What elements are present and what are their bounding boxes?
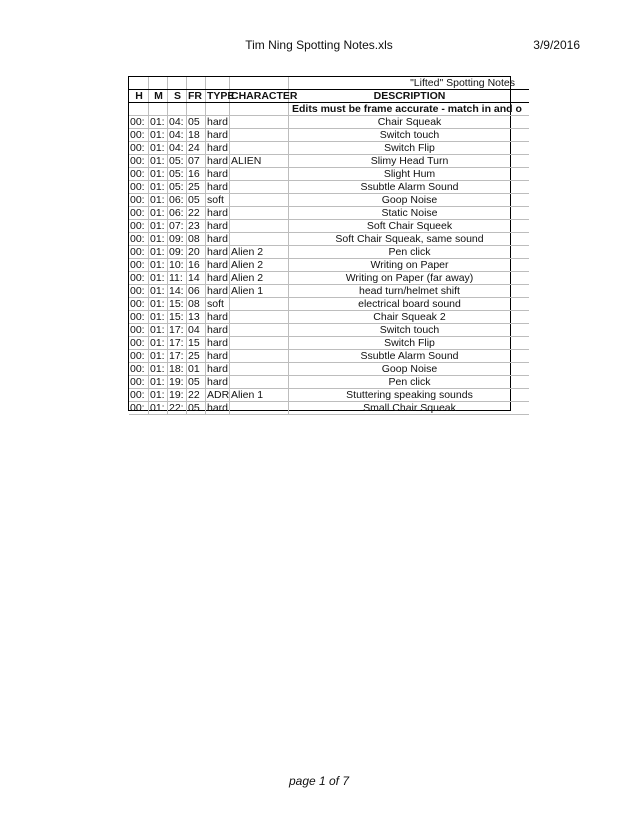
cell-m: 01: bbox=[149, 207, 168, 220]
note-row bbox=[129, 103, 529, 116]
cell-type: soft bbox=[206, 298, 230, 311]
cell-fr: 05 bbox=[187, 376, 206, 389]
cell-type: hard bbox=[207, 207, 229, 219]
cell-type: hard bbox=[207, 350, 229, 362]
table-row bbox=[129, 337, 529, 350]
cell-type: hard bbox=[207, 116, 229, 128]
cell-fr: 01 bbox=[187, 363, 206, 376]
cell-description: Writing on Paper bbox=[289, 259, 530, 272]
cell-description: Switch Flip bbox=[289, 337, 530, 350]
cell-fr: 05 bbox=[187, 402, 206, 415]
cell-description: Chair Squeak bbox=[289, 116, 530, 129]
cell-description: Slight Hum bbox=[289, 168, 530, 181]
header-s: S bbox=[168, 90, 187, 103]
cell-s: 07: bbox=[168, 220, 187, 233]
table-row bbox=[129, 350, 529, 363]
cell-s: 15: bbox=[168, 311, 187, 324]
table-row bbox=[129, 402, 529, 415]
cell-character bbox=[230, 233, 289, 246]
cell-m: 01: bbox=[149, 363, 168, 376]
cell-fr: 25 bbox=[187, 350, 206, 363]
cell-h: 00: bbox=[129, 246, 149, 259]
cell-description: Switch touch bbox=[289, 324, 530, 337]
cell-type: hard bbox=[207, 233, 229, 245]
cell-m: 01: bbox=[149, 142, 168, 155]
cell-s: 04: bbox=[168, 129, 187, 142]
cell-fr: 08 bbox=[187, 233, 206, 246]
cell-type: hard bbox=[207, 285, 229, 297]
document-date: 3/9/2016 bbox=[533, 38, 580, 52]
cell-m: 01: bbox=[149, 129, 168, 142]
cell-fr: 25 bbox=[187, 181, 206, 194]
cell-fr: 04 bbox=[187, 324, 206, 337]
cell-s: 17: bbox=[168, 350, 187, 363]
cell-m: 01: bbox=[149, 298, 168, 311]
cell-character bbox=[230, 363, 289, 376]
cell-h: 00: bbox=[129, 337, 149, 350]
cell-h: 00: bbox=[129, 142, 149, 155]
cell-character bbox=[230, 402, 289, 415]
cell-h: 00: bbox=[129, 259, 149, 272]
table-row bbox=[129, 129, 529, 142]
cell-description: Stuttering speaking sounds bbox=[289, 389, 530, 402]
cell-m: 01: bbox=[149, 220, 168, 233]
cell-character bbox=[230, 350, 289, 363]
cell-s: 09: bbox=[168, 246, 187, 259]
cell-h: 00: bbox=[129, 129, 149, 142]
cell-s: 22: bbox=[168, 402, 187, 415]
sheet-banner: "Lifted" Spotting Notes bbox=[289, 77, 530, 90]
cell-s: 04: bbox=[168, 142, 187, 155]
table-row bbox=[129, 259, 529, 272]
cell-s: 06: bbox=[168, 194, 187, 207]
cell-m: 01: bbox=[149, 285, 168, 298]
cell-m: 01: bbox=[149, 194, 168, 207]
spotting-table bbox=[129, 77, 529, 415]
cell-description: Writing on Paper (far away) bbox=[289, 272, 530, 285]
cell-character bbox=[230, 337, 289, 350]
cell-fr: 22 bbox=[187, 389, 206, 402]
table-row bbox=[129, 324, 529, 337]
table-row bbox=[129, 363, 529, 376]
page-number: page 1 of 7 bbox=[288, 774, 350, 788]
cell-m: 01: bbox=[149, 246, 168, 259]
cell-character: ALIEN bbox=[230, 155, 289, 168]
cell-type: hard bbox=[207, 337, 229, 349]
cell-character bbox=[230, 220, 289, 233]
cell-description: Goop Noise bbox=[289, 194, 530, 207]
cell-m: 01: bbox=[149, 272, 168, 285]
cell-description: Soft Chair Squeak, same sound bbox=[289, 233, 530, 246]
cell-type: hard bbox=[207, 129, 229, 141]
cell-type: hard bbox=[207, 259, 229, 271]
table-row bbox=[129, 233, 529, 246]
banner-row bbox=[129, 77, 529, 90]
cell-fr: 06 bbox=[187, 285, 206, 298]
cell-h: 00: bbox=[129, 298, 149, 311]
cell-description: Pen click bbox=[289, 246, 530, 259]
cell-description: Goop Noise bbox=[289, 363, 530, 376]
cell-h: 00: bbox=[129, 324, 149, 337]
cell-character bbox=[230, 298, 289, 311]
cell-m: 01: bbox=[149, 376, 168, 389]
cell-m: 01: bbox=[149, 116, 168, 129]
table-row bbox=[129, 155, 529, 168]
cell-h: 00: bbox=[129, 220, 149, 233]
cell-character bbox=[230, 181, 289, 194]
cell-fr: 22 bbox=[187, 207, 206, 220]
cell-s: 05: bbox=[168, 155, 187, 168]
cell-h: 00: bbox=[129, 181, 149, 194]
cell-type: soft bbox=[206, 194, 230, 207]
cell-character: Alien 2 bbox=[230, 259, 289, 272]
cell-h: 00: bbox=[129, 207, 149, 220]
cell-h: 00: bbox=[129, 389, 149, 402]
cell-m: 01: bbox=[149, 324, 168, 337]
cell-character: Alien 2 bbox=[230, 246, 289, 259]
table-row bbox=[129, 181, 529, 194]
header-fr: FR bbox=[187, 90, 206, 103]
cell-s: 06: bbox=[168, 207, 187, 220]
table-row bbox=[129, 246, 529, 259]
table-row bbox=[129, 311, 529, 324]
cell-description: Switch touch bbox=[289, 129, 530, 142]
cell-fr: 13 bbox=[187, 311, 206, 324]
cell-m: 01: bbox=[149, 402, 168, 415]
cell-type: hard bbox=[207, 155, 229, 167]
cell-type: hard bbox=[207, 311, 229, 323]
cell-type: hard bbox=[207, 142, 229, 154]
cell-s: 18: bbox=[168, 363, 187, 376]
cell-fr: 14 bbox=[187, 272, 206, 285]
cell-s: 10: bbox=[168, 259, 187, 272]
table-row bbox=[129, 298, 529, 311]
cell-fr: 20 bbox=[187, 246, 206, 259]
cell-character: Alien 1 bbox=[230, 389, 289, 402]
table-row bbox=[129, 207, 529, 220]
table-row bbox=[129, 376, 529, 389]
cell-type: hard bbox=[207, 220, 229, 232]
cell-h: 00: bbox=[129, 155, 149, 168]
cell-fr: 05 bbox=[187, 116, 206, 129]
cell-description: Ssubtle Alarm Sound bbox=[289, 181, 530, 194]
header-character: CHARACTER bbox=[231, 90, 298, 102]
cell-h: 00: bbox=[129, 272, 149, 285]
cell-m: 01: bbox=[149, 350, 168, 363]
cell-m: 01: bbox=[149, 259, 168, 272]
cell-fr: 24 bbox=[187, 142, 206, 155]
cell-m: 01: bbox=[149, 155, 168, 168]
cell-fr: 16 bbox=[187, 259, 206, 272]
cell-h: 00: bbox=[129, 285, 149, 298]
cell-description: Static Noise bbox=[289, 207, 530, 220]
table-row bbox=[129, 272, 529, 285]
table-row bbox=[129, 116, 529, 129]
cell-type: hard bbox=[207, 363, 229, 375]
cell-character: Alien 1 bbox=[230, 285, 289, 298]
cell-s: 19: bbox=[168, 389, 187, 402]
cell-s: 05: bbox=[168, 181, 187, 194]
cell-character bbox=[230, 376, 289, 389]
cell-type: hard bbox=[207, 272, 229, 284]
cell-h: 00: bbox=[129, 194, 149, 207]
table-row bbox=[129, 220, 529, 233]
cell-h: 00: bbox=[129, 168, 149, 181]
cell-description: head turn/helmet shift bbox=[289, 285, 530, 298]
cell-fr: 07 bbox=[187, 155, 206, 168]
cell-m: 01: bbox=[149, 311, 168, 324]
cell-description: electrical board sound bbox=[289, 298, 530, 311]
cell-m: 01: bbox=[149, 168, 168, 181]
cell-h: 00: bbox=[129, 116, 149, 129]
cell-fr: 08 bbox=[187, 298, 206, 311]
table-row bbox=[129, 389, 529, 402]
cell-character bbox=[230, 207, 289, 220]
column-header-row bbox=[129, 90, 529, 103]
cell-s: 09: bbox=[168, 233, 187, 246]
cell-m: 01: bbox=[149, 233, 168, 246]
cell-s: 05: bbox=[168, 168, 187, 181]
cell-description: Small Chair Squeak bbox=[289, 402, 530, 415]
cell-type: ADR bbox=[207, 389, 230, 401]
cell-type: hard bbox=[207, 246, 229, 258]
cell-h: 00: bbox=[129, 311, 149, 324]
cell-h: 00: bbox=[129, 350, 149, 363]
cell-type: hard bbox=[207, 168, 229, 180]
cell-s: 14: bbox=[168, 285, 187, 298]
cell-fr: 23 bbox=[187, 220, 206, 233]
cell-fr: 05 bbox=[187, 194, 206, 207]
cell-h: 00: bbox=[129, 233, 149, 246]
spotting-sheet bbox=[128, 76, 522, 414]
cell-s: 19: bbox=[168, 376, 187, 389]
cell-description: Ssubtle Alarm Sound bbox=[289, 350, 530, 363]
header-h: H bbox=[129, 90, 149, 103]
table-row bbox=[129, 285, 529, 298]
cell-description: Slimy Head Turn bbox=[289, 155, 530, 168]
header-m: M bbox=[149, 90, 168, 103]
edit-note: Edits must be frame accurate - match in and o bbox=[289, 103, 530, 116]
cell-h: 00: bbox=[129, 363, 149, 376]
cell-character bbox=[230, 311, 289, 324]
cell-s: 15: bbox=[168, 298, 187, 311]
cell-character bbox=[230, 324, 289, 337]
cell-character bbox=[230, 142, 289, 155]
cell-type: hard bbox=[207, 181, 229, 193]
table-row bbox=[129, 194, 529, 207]
cell-fr: 15 bbox=[187, 337, 206, 350]
cell-m: 01: bbox=[149, 181, 168, 194]
cell-h: 00: bbox=[129, 402, 149, 415]
header-type: TYPE bbox=[207, 90, 235, 102]
cell-m: 01: bbox=[149, 389, 168, 402]
cell-type: hard bbox=[207, 402, 229, 414]
cell-character bbox=[230, 194, 289, 207]
cell-m: 01: bbox=[149, 337, 168, 350]
cell-description: Switch Flip bbox=[289, 142, 530, 155]
cell-description: Pen click bbox=[289, 376, 530, 389]
header-description: DESCRIPTION bbox=[289, 90, 530, 103]
cell-fr: 18 bbox=[187, 129, 206, 142]
cell-type: hard bbox=[207, 324, 229, 336]
cell-s: 11: bbox=[168, 272, 187, 285]
cell-description: Chair Squeak 2 bbox=[289, 311, 530, 324]
cell-character bbox=[230, 129, 289, 142]
cell-character bbox=[230, 116, 289, 129]
cell-h: 00: bbox=[129, 376, 149, 389]
cell-type: hard bbox=[207, 376, 229, 388]
document-title: Tim Ning Spotting Notes.xls bbox=[245, 38, 393, 52]
cell-s: 04: bbox=[168, 116, 187, 129]
cell-character bbox=[230, 168, 289, 181]
table-row bbox=[129, 142, 529, 155]
table-row bbox=[129, 168, 529, 181]
cell-s: 17: bbox=[168, 337, 187, 350]
cell-character: Alien 2 bbox=[230, 272, 289, 285]
cell-description: Soft Chair Squeek bbox=[289, 220, 530, 233]
cell-fr: 16 bbox=[187, 168, 206, 181]
cell-s: 17: bbox=[168, 324, 187, 337]
